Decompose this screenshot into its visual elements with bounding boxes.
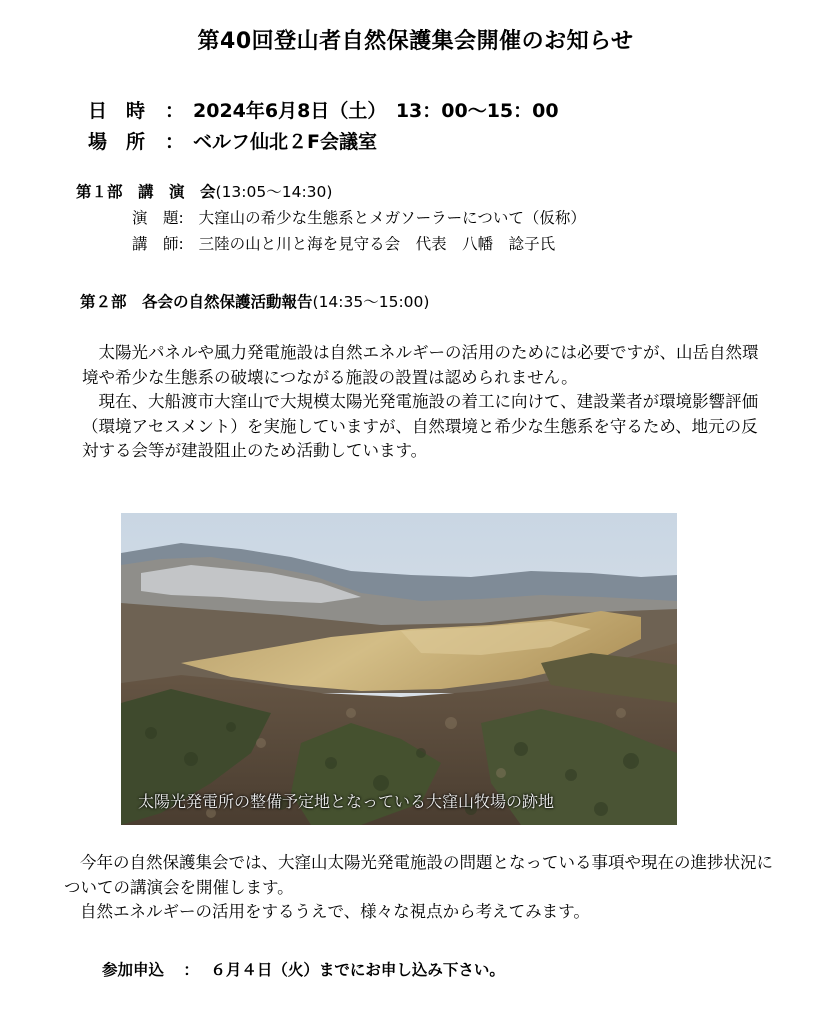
part1-heading: 第１部 講 演 会 (76, 183, 216, 201)
part2-heading: 第２部 各会の自然保護活動報告 (80, 293, 313, 311)
closing-paragraph-1: 今年の自然保護集会では、大窪山太陽光発電施設の問題となっている事項や現在の進捗状況についての講演会を開催します。 (64, 853, 773, 897)
speaker-label: 講 師: (132, 235, 184, 253)
part1-header (76, 180, 332, 202)
closing-paragraph-2: 自然エネルギーの活用をするうえで、様々な視点から考えてみます。 (80, 902, 590, 921)
landscape-photo (121, 513, 677, 825)
place-value: ベルフ仙北２F会議室 (193, 131, 377, 153)
registration-label: 参加申込 (102, 961, 165, 979)
body-text (82, 341, 772, 464)
page-title: 第40回登山者自然保護集会開催のお知らせ (197, 29, 634, 54)
part1-topic (132, 206, 586, 228)
body-paragraph-1: 太陽光パネルや風力発電施設は自然エネルギーの活用のためには必要ですが、山岳自然環境や希少な生態系の破壊につながる施設の設置は認められません。 (82, 343, 759, 387)
part2-header (80, 290, 429, 312)
registration-line (102, 958, 505, 980)
registration-deadline: ６月４日（火）までにお申し込み下さい。 (210, 961, 505, 979)
registration-separator: ： (183, 961, 199, 979)
mountain-landscape-image (121, 513, 677, 825)
speaker-value: 三陸の山と川と海を見守る会 代表 八幡 諗子氏 (198, 235, 556, 253)
part2-time: (14:35～15:00) (312, 293, 430, 311)
topic-label: 演 題: (132, 209, 184, 227)
part1-speaker (132, 232, 555, 254)
body-paragraph-2: 現在、大船渡市大窪山で大規模太陽光発電施設の着工に向けて、建設業者が環境影響評価（環境アセスメント）を実施していますが、自然環境と希少な生態系を守るため、地元の反対する会等が建設阻止のため活動しています。 (82, 392, 759, 460)
place-separator: ： (165, 131, 185, 153)
date-label: 日 時 (88, 100, 146, 122)
topic-value: 大窪山の希少な生態系とメガソーラーについて（仮称） (198, 209, 586, 227)
date-value: 2024年6月8日（土） 13：00～15：00 (193, 100, 559, 122)
closing-text (64, 851, 784, 925)
part1-time: (13:05～14:30) (215, 183, 333, 201)
place-label: 場 所 (88, 131, 146, 153)
date-separator: ： (165, 100, 185, 122)
photo-caption: 太陽光発電所の整備予定地となっている大窪山牧場の跡地 (138, 792, 555, 811)
